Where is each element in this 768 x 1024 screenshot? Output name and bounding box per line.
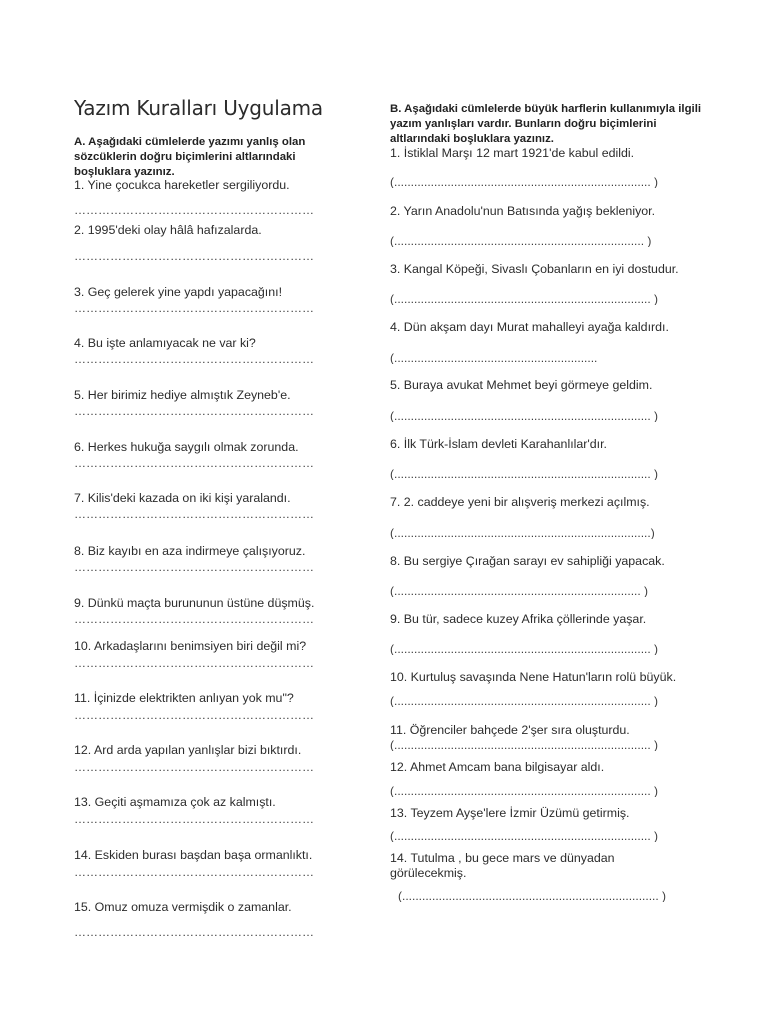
section-b-item-1: 1. İstiklal Marşı 12 mart 1921'de kabul edildi. (390, 146, 635, 160)
section-b-item-3: 3. Kangal Köpeği, Sivaslı Çobanların en iyi dostudur. (390, 262, 679, 276)
section-b-item-5: 5. Buraya avukat Mehmet beyi görmeye geldim. (390, 378, 653, 392)
section-a-answer-line-12[interactable]: …………………………………………………… (74, 761, 314, 773)
section-a-answer-line-2[interactable]: …………………………………………………… (74, 250, 314, 262)
section-a-answer-line-4[interactable]: …………………………………………………… (74, 353, 314, 365)
section-b-answer-2[interactable]: (........................................................................... ) (390, 235, 652, 247)
section-b-item-9: 9. Bu tür, sadece kuzey Afrika çöllerinde yaşar. (390, 612, 647, 626)
section-a-item-5: 5. Her birimiz hediye almıştık Zeyneb'e. (74, 388, 291, 402)
section-a-item-1: 1. Yine çocukca hareketler sergiliyordu. (74, 178, 290, 192)
section-a-item-13: 13. Geçiti aşmamıza çok az kalmıştı. (74, 795, 276, 809)
section-b-item-8: 8. Bu sergiye Çırağan sarayı ev sahipliği yapacak. (390, 554, 665, 568)
page-title: Yazım Kuralları Uygulama (74, 96, 323, 120)
section-a-item-14: 14. Eskiden burası başdan başa ormanlıktı. (74, 848, 313, 862)
section-a-answer-line-13[interactable]: …………………………………………………… (74, 813, 314, 825)
section-a-answer-line-11[interactable]: …………………………………………………… (74, 709, 314, 721)
section-b-item-6: 6. İlk Türk-İslam devleti Karahanlılar'dır. (390, 437, 607, 451)
section-a-answer-line-9[interactable]: …………………………………………………… (74, 613, 314, 625)
section-b-answer-8[interactable]: (.......................................................................... ) (390, 585, 649, 597)
section-b-answer-10[interactable]: (............................................................................. ) (390, 695, 659, 707)
section-a-instruction: A. Aşağıdaki cümlelerde yazımı yanlış olan sözcüklerin doğru biçimlerini altlarındaki boşluklara yazınız. (74, 136, 306, 178)
section-a-answer-line-1[interactable]: …………………………………………………… (74, 204, 314, 216)
section-b-answer-9[interactable]: (............................................................................. ) (390, 643, 659, 655)
section-a-item-3: 3. Geç gelerek yine yapdı yapacağını! (74, 285, 283, 299)
section-b-item-10: 10. Kurtuluş savaşında Nene Hatun'ların rolü büyük. (390, 670, 677, 684)
section-a-item-6: 6. Herkes hukuğa saygılı olmak zorunda. (74, 440, 299, 454)
section-b-answer-3[interactable]: (............................................................................. ) (390, 293, 659, 305)
section-a-item-12: 12. Ard arda yapılan yanlışlar bizi bıktırdı. (74, 743, 302, 757)
section-b-answer-4[interactable]: (............................................................. (390, 352, 598, 364)
section-b-item-2: 2. Yarın Anadolu'nun Batısında yağış bekleniyor. (390, 204, 656, 218)
section-a-answer-line-8[interactable]: …………………………………………………… (74, 561, 314, 573)
section-a-item-15: 15. Omuz omuza vermişdik o zamanlar. (74, 900, 292, 914)
section-b-answer-1[interactable]: (............................................................................. ) (390, 176, 659, 188)
section-a-answer-line-14[interactable]: …………………………………………………… (74, 866, 314, 878)
section-b-instruction: B. Aşağıdaki cümlelerde büyük harflerin kullanımıyla ilgili yazım yanlışları vardır. Bunların doğru biçimlerini altlarındaki boşluklara yazınız. (390, 103, 702, 145)
section-a-answer-line-7[interactable]: …………………………………………………… (74, 508, 314, 520)
section-b-answer-11[interactable]: (............................................................................. ) (390, 739, 659, 751)
section-a-item-10: 10. Arkadaşlarını benimsiyen biri değil mi? (74, 639, 307, 653)
section-a-answer-line-15[interactable]: …………………………………………………… (74, 926, 314, 938)
section-b-answer-7[interactable]: (.............................................................................) (390, 527, 655, 539)
section-b-answer-6[interactable]: (............................................................................. ) (390, 468, 659, 480)
section-b-answer-13[interactable]: (............................................................................. ) (390, 830, 659, 842)
section-a-answer-line-6[interactable]: …………………………………………………… (74, 457, 314, 469)
section-b-item-13: 13. Teyzem Ayşe'lere İzmir Üzümü getirmiş. (390, 806, 630, 820)
section-b-answer-5[interactable]: (............................................................................. ) (390, 410, 659, 422)
section-a-answer-line-10[interactable]: …………………………………………………… (74, 657, 314, 669)
section-a-answer-line-3[interactable]: …………………………………………………… (74, 302, 314, 314)
section-a-item-8: 8. Biz kayıbı en aza indirmeye çalışıyoruz. (74, 544, 306, 558)
section-b-item-11: 11. Öğrenciler bahçede 2'şer sıra oluşturdu. (390, 723, 630, 737)
section-b-item-7: 7. 2. caddeye yeni bir alışveriş merkezi açılmış. (390, 495, 650, 509)
section-b-answer-14[interactable]: (............................................................................. ) (398, 890, 667, 902)
section-a-item-4: 4. Bu işte anlamıyacak ne var ki? (74, 336, 256, 350)
section-a-item-7: 7. Kilis'deki kazada on iki kişi yaralandı. (74, 491, 291, 505)
section-b-answer-12[interactable]: (............................................................................. ) (390, 785, 659, 797)
section-b-item-4: 4. Dün akşam dayı Murat mahalleyi ayağa kaldırdı. (390, 320, 669, 334)
section-b-item-12: 12. Ahmet Amcam bana bilgisayar aldı. (390, 760, 605, 774)
section-a-item-2: 2. 1995'deki olay hâlâ hafızalarda. (74, 223, 262, 237)
section-b-item-14: 14. Tutulma , bu gece mars ve dünyadan görülecekmiş. (390, 851, 615, 880)
section-a-item-9: 9. Dünkü maçta burununun üstüne düşmüş. (74, 596, 315, 610)
section-a-answer-line-5[interactable]: …………………………………………………… (74, 405, 314, 417)
section-a-item-11: 11. İçinizde elektrikten anlıyan yok mu"? (74, 691, 294, 705)
